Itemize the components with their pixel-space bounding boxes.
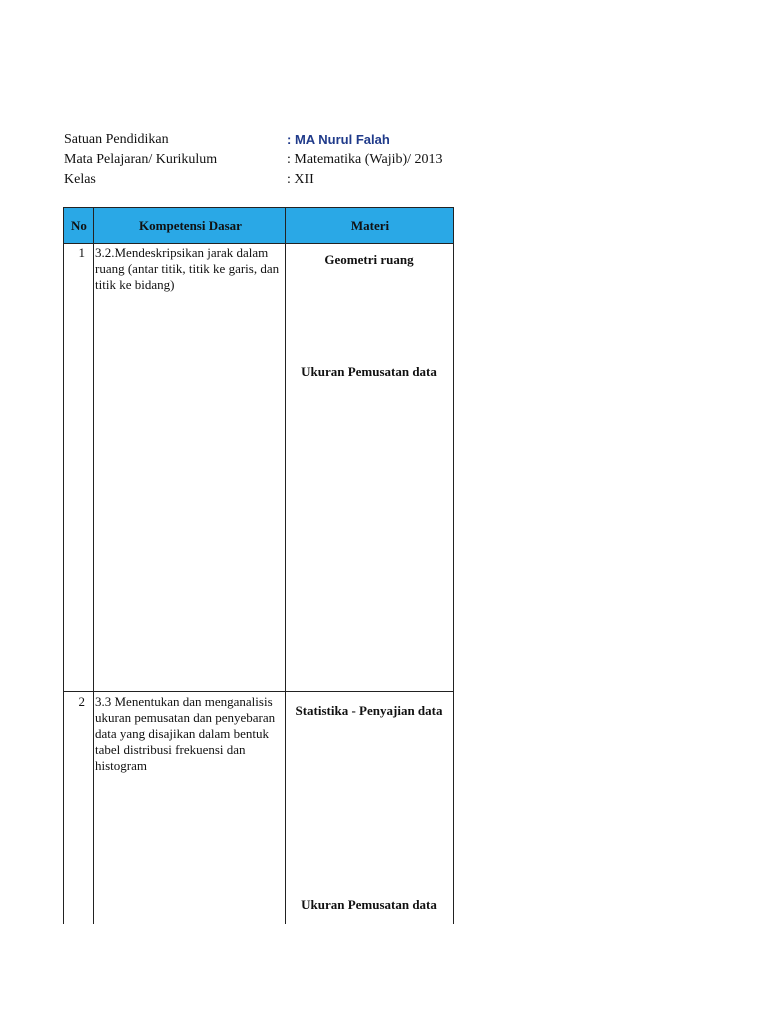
row-1-materi-2: Ukuran Pemusatan data (301, 364, 437, 379)
header-no: No (71, 217, 87, 233)
header-kompetensi-dasar: Kompetensi Dasar (139, 217, 242, 233)
table-divider-kd (285, 207, 286, 924)
info-label-subject: Mata Pelajaran/ Kurikulum (64, 152, 218, 167)
row-2-kompetensi: 3.3 Menentukan dan menganalisis ukuran pemusatan dan penyebaran data yang disajikan dalam bentuk tabel distribusi frekuensi dan histogram (95, 694, 276, 773)
info-value-class: : XII (287, 172, 314, 187)
table-divider-no (93, 207, 94, 924)
row-2-materi-1: Statistika - Penyajian data (295, 703, 443, 718)
table-header (63, 207, 454, 244)
row-1-no: 1 (78, 245, 85, 260)
info-value-school: : MA Nurul Falah (287, 132, 390, 147)
competency-table (63, 207, 454, 924)
info-label-class: Kelas (64, 172, 96, 187)
row-1-materi-1: Geometri ruang (324, 252, 414, 267)
row-2-materi-2: Ukuran Pemusatan data (301, 897, 437, 912)
table-border-left (63, 207, 64, 924)
info-value-subject: : Matematika (Wajib)/ 2013 (287, 152, 443, 167)
table-border-right (453, 207, 454, 924)
info-label-school: Satuan Pendidikan (64, 132, 169, 147)
row-divider (63, 691, 454, 692)
row-1-kompetensi: 3.2.Mendeskripsikan jarak dalam ruang (antar titik, titik ke garis, dan titik ke bidang) (95, 245, 280, 292)
header-materi: Materi (350, 217, 390, 233)
row-2-no: 2 (78, 694, 85, 709)
